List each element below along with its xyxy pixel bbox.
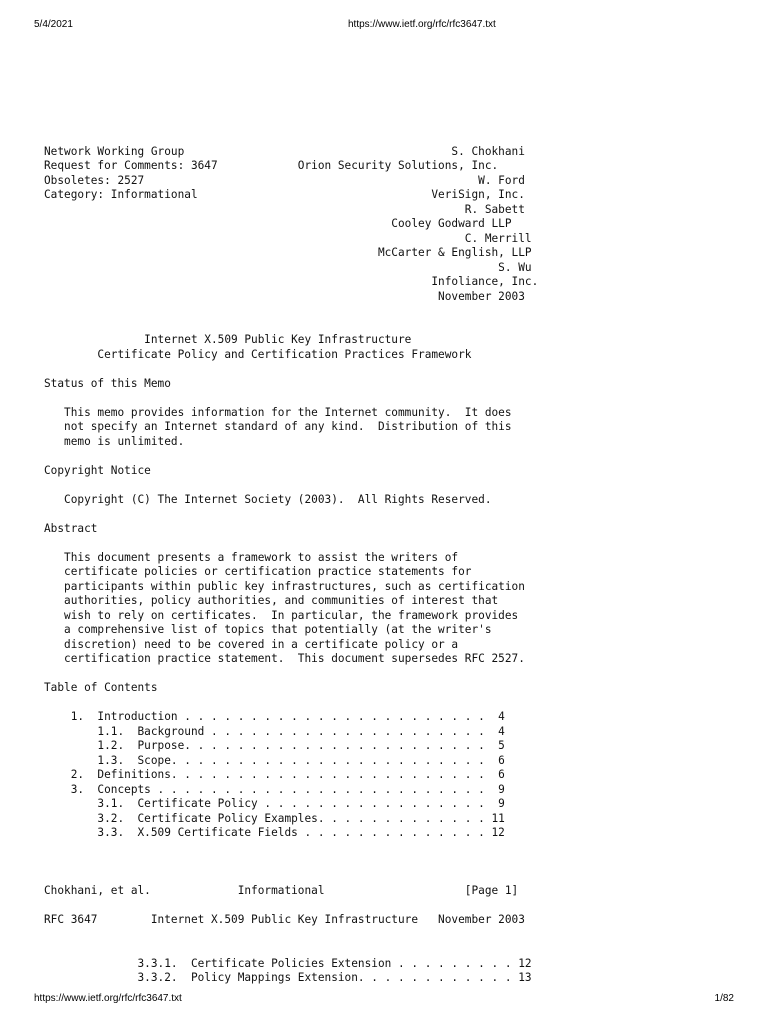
rfc-line: Abstract <box>44 521 98 535</box>
footer-url: https://www.ietf.org/rfc/rfc3647.txt <box>34 993 182 1004</box>
rfc-line: 1. Introduction . . . . . . . . . . . . . . . . . . . . . . . 4 <box>44 710 505 723</box>
rfc-line: C. Merrill <box>44 231 532 245</box>
rfc-line: 2. Definitions. . . . . . . . . . . . . . . . . . . . . . . . 6 <box>44 768 505 781</box>
rfc-line: This document presents a framework to assist the writers of <box>44 550 459 564</box>
rfc-line: 1.3. Scope. . . . . . . . . . . . . . . . . . . . . . . . 6 <box>44 753 505 767</box>
page-count: 1/82 <box>714 993 734 1004</box>
rfc-line: McCarter & English, LLP <box>44 246 532 259</box>
rfc-line: authorities, policy authorities, and communities of interest that <box>44 594 499 607</box>
rfc-line: R. Sabett <box>44 202 525 216</box>
rfc-line: Network Working Group S. Chokhani <box>44 144 525 158</box>
rfc-line: November 2003 <box>44 289 525 303</box>
rfc-line: a comprehensive list of topics that potentially (at the writer's <box>44 623 492 636</box>
rfc-line: 1.2. Purpose. . . . . . . . . . . . . . . . . . . . . . . 5 <box>44 739 505 752</box>
rfc-text <box>44 130 744 986</box>
rfc-line: memo is unlimited. <box>44 434 185 448</box>
rfc-line: Category: Informational VeriSign, Inc. <box>44 188 525 201</box>
rfc-line: Request for Comments: 3647 Orion Security Solutions, Inc. <box>44 159 499 172</box>
rfc-line: 3.1. Certificate Policy . . . . . . . . . . . . . . . . . 9 <box>44 797 505 810</box>
rfc-line: S. Wu <box>44 260 532 274</box>
rfc-line: 3. Concepts . . . . . . . . . . . . . . . . . . . . . . . . . 9 <box>44 782 505 796</box>
rfc-line: Obsoletes: 2527 W. Ford <box>44 173 525 187</box>
rfc-line: wish to rely on certificates. In particular, the framework provides <box>44 608 519 622</box>
rfc-line: certification practice statement. This document supersedes RFC 2527. <box>44 652 525 665</box>
rfc-line: 1.1. Background . . . . . . . . . . . . . . . . . . . . . 4 <box>44 724 505 738</box>
rfc-line: Status of this Memo <box>44 376 171 390</box>
rfc-line: 3.3. X.509 Certificate Fields . . . . . . . . . . . . . . 12 <box>44 826 505 839</box>
rfc-line: Internet X.509 Public Key Infrastructure <box>44 333 412 346</box>
rfc-line: Copyright Notice <box>44 463 151 477</box>
rfc-line: Infoliance, Inc. <box>44 275 539 288</box>
print-url: https://www.ietf.org/rfc/rfc3647.txt <box>348 19 496 30</box>
rfc-line: 3.2. Certificate Policy Examples. . . . . . . . . . . . . 11 <box>44 811 505 825</box>
rfc-line: Copyright (C) The Internet Society (2003). All Rights Reserved. <box>44 492 492 506</box>
rfc-line: 3.3.2. Policy Mappings Extension. . . . . . . . . . . . 13 <box>44 971 532 984</box>
rfc-line: 3.3.1. Certificate Policies Extension . . . . . . . . . 12 <box>44 956 532 970</box>
rfc-line: This memo provides information for the Internet community. It does <box>44 405 512 419</box>
rfc-line: Cooley Godward LLP <box>44 217 512 230</box>
print-header <box>0 0 768 40</box>
rfc-line: RFC 3647 Internet X.509 Public Key Infrastructure November 2003 <box>44 913 525 926</box>
rfc-line: Chokhani, et al. Informational [Page 1] <box>44 884 519 897</box>
rfc-document-body <box>44 130 744 986</box>
rfc-line: discretion) need to be covered in a certificate policy or a <box>44 637 459 651</box>
print-date: 5/4/2021 <box>34 19 73 30</box>
rfc-line: Table of Contents <box>44 681 158 694</box>
rfc-line: participants within public key infrastructures, such as certification <box>44 579 525 593</box>
rfc-line: certificate policies or certification practice statements for <box>44 565 472 578</box>
print-footer <box>0 990 768 1010</box>
rfc-line: not specify an Internet standard of any kind. Distribution of this <box>44 420 512 433</box>
rfc-line: Certificate Policy and Certification Practices Framework <box>44 347 472 361</box>
